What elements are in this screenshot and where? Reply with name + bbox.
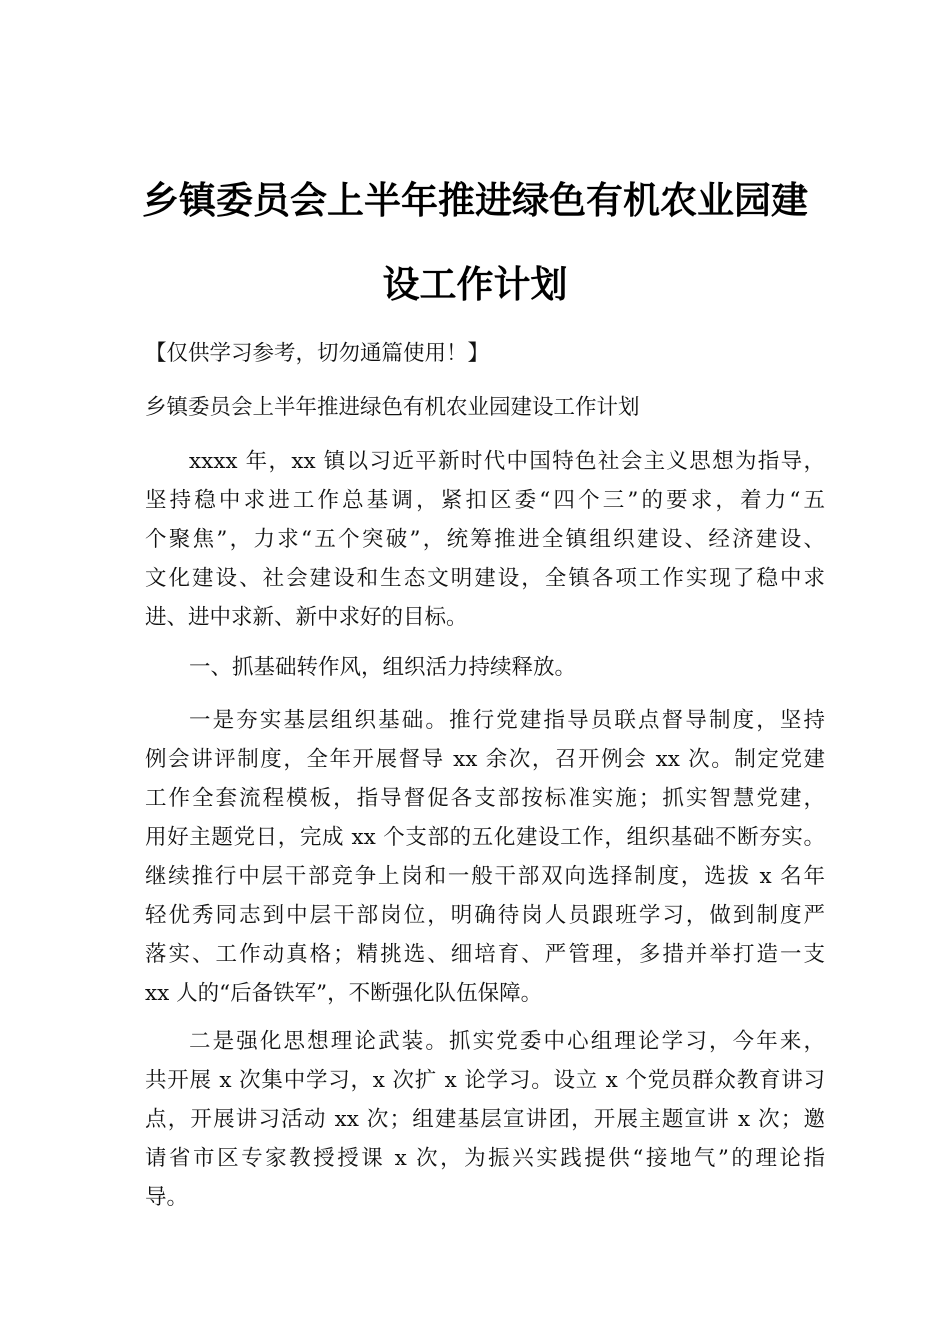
- paragraph-line: 共开展 x 次集中学习，x 次扩 x 论学习。设立 x 个党员群众教育讲习: [145, 1068, 825, 1093]
- paragraph-line: 二是强化思想理论武装。抓实党委中心组理论学习，今年来，: [189, 1029, 825, 1054]
- paragraph-line: 点，开展讲习活动 xx 次；组建基层宣讲团，开展主题宣讲 x 次；邀: [145, 1107, 825, 1132]
- paragraph-organization-foundation: [145, 701, 825, 1013]
- paragraph-line: 个聚焦”，力求“五个突破”，统筹推进全镇组织建设、经济建设、: [145, 527, 825, 552]
- paragraph-line: 落实、工作动真格；精挑选、细培育、严管理，多措并举打造一支: [145, 942, 825, 967]
- paragraph-line: 继续推行中层干部竞争上岗和一般干部双向选择制度，选拔 x 名年: [145, 864, 825, 889]
- paragraph-line: 进、进中求新、新中求好的目标。: [145, 605, 468, 630]
- document-subtitle: 乡镇委员会上半年推进绿色有机农业园建设工作计划: [145, 395, 640, 420]
- paragraph-line: 请省市区专家教授授课 x 次，为振兴实践提供“接地气”的理论指: [145, 1146, 825, 1171]
- paragraph-intro: [145, 442, 825, 637]
- section-heading-line: 一、抓基础转作风，组织活力持续释放。: [189, 655, 577, 680]
- paragraph-line: 例会讲评制度，全年开展督导 xx 余次，召开例会 xx 次。制定党建: [145, 747, 825, 772]
- paragraph-line: 一是夯实基层组织基础。推行党建指导员联点督导制度，坚持: [189, 708, 825, 733]
- paragraph-line: 文化建设、社会建设和生态文明建设，全镇各项工作实现了稳中求: [145, 566, 825, 591]
- paragraph-line: 轻优秀同志到中层干部岗位，明确待岗人员跟班学习，做到制度严: [145, 903, 825, 928]
- paragraph-line: xx 人的“后备铁军”，不断强化队伍保障。: [145, 981, 543, 1006]
- paragraph-line: 工作全套流程模板，指导督促各支部按标准实施；抓实智慧党建，: [145, 786, 825, 811]
- paragraph-line: 用好主题党日，完成 xx 个支部的五化建设工作，组织基础不断夯实。: [145, 825, 825, 850]
- paragraph-line: 坚持稳中求进工作总基调，紧扣区委“四个三”的要求，着力“五: [145, 488, 825, 513]
- section-heading-1: [145, 648, 825, 687]
- document-title-line-1: 乡镇委员会上半年推进绿色有机农业园建: [142, 179, 808, 222]
- paragraph-line: xxxx 年，xx 镇以习近平新时代中国特色社会主义思想为指导，: [189, 449, 825, 474]
- paragraph-theory-study: [145, 1022, 825, 1217]
- usage-notice: 【仅供学习参考，切勿通篇使用！】: [145, 341, 490, 366]
- paragraph-line: 导。: [145, 1185, 189, 1210]
- document-title-line-2: 设工作计划: [382, 263, 568, 306]
